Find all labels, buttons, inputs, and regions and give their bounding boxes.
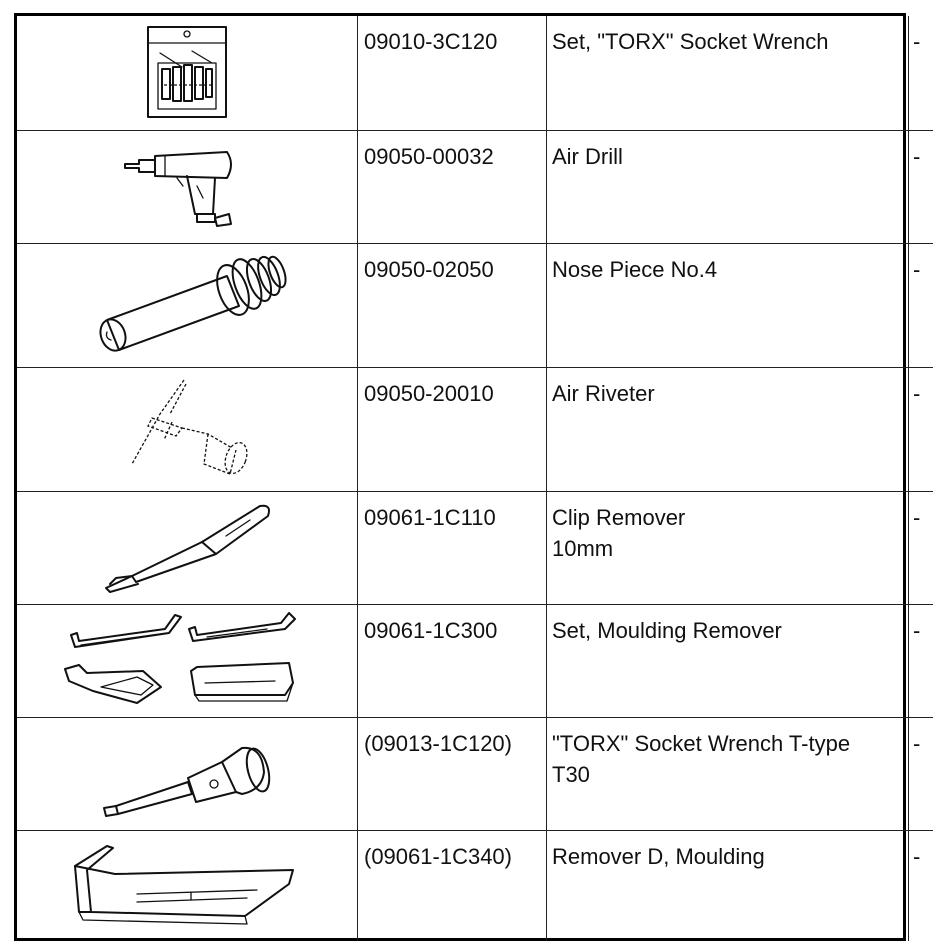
tool-name <box>547 604 909 717</box>
part-number: 09050-02050 <box>358 243 547 367</box>
air-riveter-icon <box>112 374 262 484</box>
remark: - <box>909 130 933 243</box>
table-row <box>17 491 933 604</box>
remark: - <box>909 16 933 130</box>
part-number: 09061-1C110 <box>358 491 547 604</box>
tool-name <box>547 243 909 367</box>
part-number: (09013-1C120) <box>358 717 547 830</box>
tool-name <box>547 491 909 604</box>
tool-name <box>547 367 909 491</box>
air-drill-icon <box>117 142 257 232</box>
tool-name-line: Air Riveter <box>552 380 655 406</box>
remark: - <box>909 717 933 830</box>
remark: - <box>909 491 933 604</box>
tool-illustration-cell <box>17 604 358 717</box>
table-row <box>17 604 933 717</box>
nose-piece-icon <box>77 250 297 360</box>
table-row <box>17 830 933 941</box>
remark: - <box>909 367 933 491</box>
remark: - <box>909 243 933 367</box>
tool-name-line: Set, "TORX" Socket Wrench <box>552 29 829 54</box>
tool-illustration-cell <box>17 16 358 130</box>
tool-name-line: Clip Remover <box>552 504 686 530</box>
tool-illustration-cell <box>17 367 358 491</box>
part-number: 09050-20010 <box>358 367 547 491</box>
part-number: (09061-1C340) <box>358 830 547 941</box>
part-number: 09061-1C300 <box>358 604 547 717</box>
special-tools-table <box>17 16 933 941</box>
tool-illustration-cell <box>17 830 358 941</box>
table-row <box>17 367 933 491</box>
tool-illustration-cell <box>17 130 358 243</box>
tool-name-line: 10mm <box>552 535 614 561</box>
table-row <box>17 243 933 367</box>
tool-name-line: T30 <box>552 761 590 787</box>
tool-name-line: "TORX" Socket Wrench T-type <box>552 730 851 756</box>
tool-illustration-cell <box>17 717 358 830</box>
special-tools-table-frame <box>14 13 921 941</box>
tool-name-line: Nose Piece No.4 <box>552 256 718 282</box>
torx-t-type-wrench-icon <box>92 724 282 824</box>
part-number: 09050-00032 <box>358 130 547 243</box>
remark: - <box>909 830 933 941</box>
part-number: 09010-3C120 <box>358 16 547 130</box>
tool-name-line: Set, Moulding Remover <box>552 617 782 643</box>
tool-illustration-cell <box>17 243 358 367</box>
moulding-remover-set-icon <box>57 611 317 711</box>
table-row <box>17 130 933 243</box>
remark: - <box>909 604 933 717</box>
tool-name-line: Remover D, Moulding <box>552 843 765 869</box>
table-row <box>17 16 933 130</box>
tool-name <box>547 717 909 830</box>
tool-illustration-cell <box>17 491 358 604</box>
clip-remover-icon <box>92 498 282 598</box>
tool-name <box>547 16 909 130</box>
moulding-remover-d-icon <box>67 836 307 936</box>
tool-name <box>547 130 909 243</box>
table-row <box>17 717 933 830</box>
tool-name <box>547 830 909 941</box>
tool-name-line: Air Drill <box>552 143 623 169</box>
torx-socket-set-pouch-icon <box>142 23 232 123</box>
